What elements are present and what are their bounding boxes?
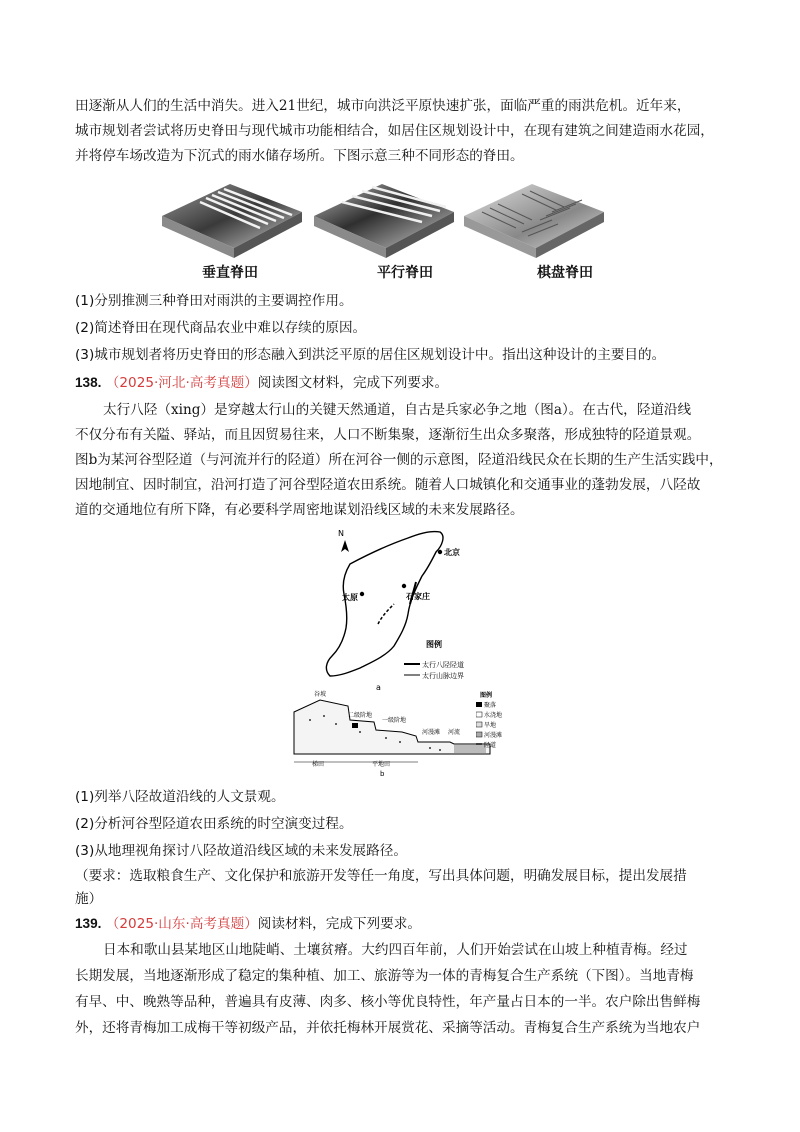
ridge-field-figure <box>160 178 610 260</box>
intro-line-2: 城市规划者尝试将历史脊田与现代城市功能相结合，如居住区规划设计中，在现有建筑之间建造雨水花园， <box>75 123 714 139</box>
q139-lead: 阅读材料，完成下列要求。 <box>257 916 421 932</box>
mountain-region-outline <box>326 531 443 676</box>
q139-source-tag: （2025·山东·高考真题） <box>105 916 258 932</box>
map-legend-border: 太行山脉边界 <box>422 672 464 680</box>
intro-line-3: 并将停车场改造为下沉式的雨水储存场所。下图示意三种不同形态的脊田。 <box>75 148 524 164</box>
terraced-field-label: 梯田 <box>312 761 325 768</box>
section-legend-title: 图例 <box>480 692 493 699</box>
parallel-ridge-caption: 平行脊田 <box>377 265 433 281</box>
q138-lead: 阅读图文材料，完成下列要求。 <box>257 375 449 391</box>
q138-source-tag: （2025·河北·高考真题） <box>105 375 258 391</box>
map-legend-title: 图例 <box>426 640 442 649</box>
q138-para-line-1: 太行八陉（xing）是穿越太行山的关键天然通道，自古是兵家必争之地（图a）。在古代，陉道沿线 <box>103 402 692 418</box>
q139-para-line-1: 日本和歌山县某地区山地陡峭、土壤贫瘠。大约四百年前，人们开始尝试在山坡上种植青梅。经过 <box>103 942 688 958</box>
valley-slope-label: 谷坡 <box>314 691 327 698</box>
vertical-ridge-field-image <box>162 184 302 258</box>
q138-number: 138. <box>75 375 102 390</box>
legend-route: 陉道 <box>484 742 497 749</box>
q137-sub-2: (2)简述脊田在现代商品农业中难以存续的原因。 <box>75 320 367 336</box>
shijiazhuang-marker <box>402 584 406 588</box>
q138-sub-2: (2)分析河谷型陉道农田系统的时空演变过程。 <box>75 816 353 832</box>
legend-dryland: 旱地 <box>484 722 497 729</box>
q139-header <box>75 914 735 934</box>
q138-sub-1: (1)列举八陉故道沿线的人文景观。 <box>75 789 285 805</box>
north-arrow-icon <box>341 540 349 552</box>
q139-number: 139. <box>75 916 102 931</box>
taiyuan-label: 太原 <box>342 593 358 602</box>
checkerboard-ridge-field-image <box>464 184 604 258</box>
map-legend-route: 太行八陉陉道 <box>422 661 464 669</box>
terrace1-label: 一级阶地 <box>382 717 407 724</box>
taiyuan-marker <box>360 592 364 596</box>
q138-requirement-1: （要求：选取粮食生产、文化保护和旅游开发等任一角度，写出具体问题，明确发展目标，提出发展措 <box>75 868 687 884</box>
q138-requirement-2: 施） <box>75 891 103 907</box>
map-label-a: a <box>376 683 381 692</box>
beijing-marker <box>438 550 442 554</box>
q138-header <box>75 373 735 393</box>
legend-settlement: 聚落 <box>484 702 497 709</box>
q138-para-line-3: 图b为某河谷型陉道（与河流并行的陉道）所在河谷一侧的示意图，陉道沿线民众在长期的生产生活实践中， <box>75 452 723 468</box>
intro-line-1: 田逐渐从人们的生活中消失。进入21世纪，城市向洪泛平原快速扩张，面临严重的雨洪危机。近年来， <box>75 98 691 114</box>
floodplain-label: 河漫滩 <box>422 729 441 736</box>
beijing-label: 北京 <box>444 548 460 557</box>
q139-para-line-4: 外，还将青梅加工成梅干等初级产品，并依托梅林开展赏花、采摘等活动。青梅复合生产系统为当地农户 <box>75 1020 701 1036</box>
taihang-map-figure <box>290 524 490 694</box>
q139-para-line-2: 长期发展，当地逐渐形成了稳定的集种植、加工、旅游等为一体的青梅复合生产系统（下图）。当地青梅 <box>75 968 694 984</box>
section-legend <box>476 700 516 760</box>
terrace2-label: 二级阶地 <box>348 712 373 719</box>
shijiazhuang-label: 石家庄 <box>406 592 430 601</box>
vertical-ridge-caption: 垂直脊田 <box>202 265 258 281</box>
parallel-ridge-field-image <box>314 184 454 258</box>
checkerboard-ridge-caption: 棋盘脊田 <box>537 265 593 281</box>
q137-sub-1: (1)分别推测三种脊田对雨洪的主要调控作用。 <box>75 293 353 309</box>
section-label-b: b <box>380 770 385 778</box>
flat-field-label: 平地田 <box>372 761 391 768</box>
north-label: N <box>338 529 344 538</box>
q138-para-line-4: 因地制宜、因时制宜，沿河打造了河谷型陉道农田系统。随着人口城镇化和交通事业的蓬勃发展，八陉故 <box>75 477 701 493</box>
river-label: 河流 <box>448 729 461 736</box>
legend-irrigated: 水浇地 <box>484 712 503 719</box>
q138-sub-3: (3)从地理视角探讨八陉故道沿线区域的未来发展路径。 <box>75 843 407 859</box>
q139-para-line-3: 有早、中、晚熟等品种，普遍具有皮薄、肉多、核小等优良特性，年产量占日本的一半。农户除出售鲜梅 <box>75 994 701 1010</box>
q138-para-line-2: 不仅分布有关隘、驿站，而且因贸易往来，人口不断集聚，逐渐衍生出众多聚落，形成独特的陉道景观。 <box>75 427 701 443</box>
q138-para-line-5: 道的交通地位有所下降，有必要科学周密地谋划沿线区域的未来发展路径。 <box>75 502 524 518</box>
legend-floodplain: 河漫滩 <box>484 732 503 739</box>
q137-sub-3: (3)城市规划者将历史脊田的形态融入到洪泛平原的居住区规划设计中。指出这种设计的主要目的。 <box>75 347 666 363</box>
